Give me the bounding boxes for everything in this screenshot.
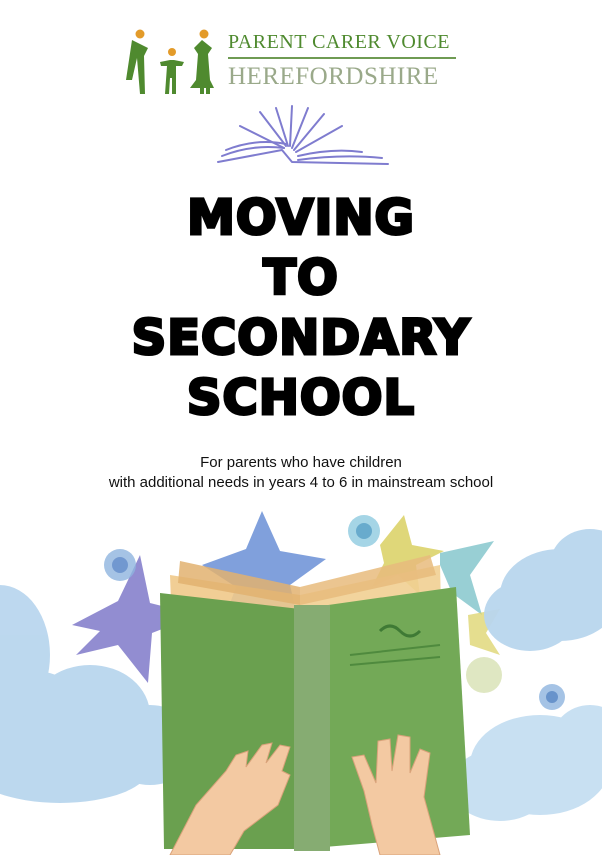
title-line-4: SCHOOL	[186, 370, 416, 426]
title-line-3: SECONDARY	[131, 310, 471, 366]
logo-line-herefordshire: HEREFORDSHIRE	[228, 63, 439, 90]
family-figures-icon	[118, 24, 222, 96]
title-line-1: MOVING	[187, 190, 415, 246]
logo	[118, 24, 468, 96]
logo-text	[228, 30, 468, 91]
logo-line-parent-carer-voice: PARENT CARER VOICE	[228, 31, 451, 53]
logo-divider	[228, 57, 456, 59]
subtitle	[0, 453, 602, 493]
title-line-2: TO	[263, 250, 339, 306]
reading-illustration	[0, 505, 602, 855]
subtitle-line-2: with additional needs in years 4 to 6 in mainstream school	[108, 474, 494, 491]
cloud-icon	[484, 529, 602, 651]
cloud-icon	[450, 705, 602, 821]
page-title	[0, 188, 602, 428]
book-sketch-icon	[212, 104, 394, 170]
subtitle-line-1: For parents who have children	[200, 454, 402, 471]
